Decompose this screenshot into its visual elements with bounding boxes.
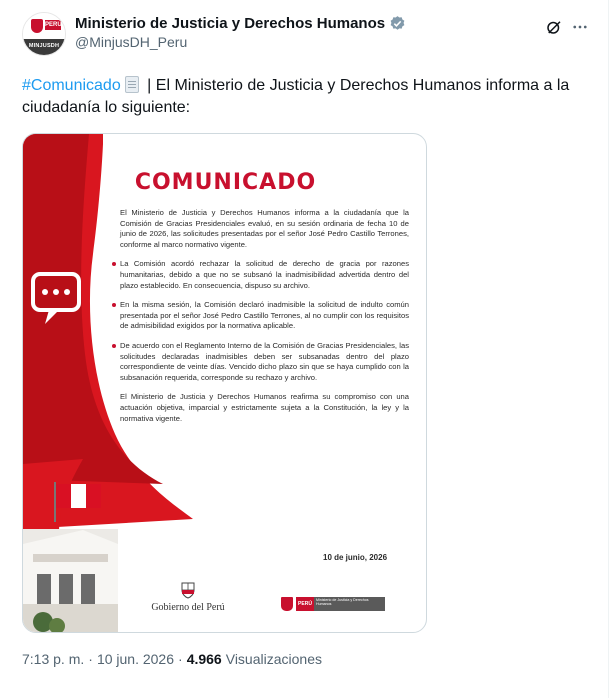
document-title: COMUNICADO	[134, 170, 317, 195]
meta-separator: ·	[88, 651, 93, 667]
peru-flag-icon	[56, 484, 101, 508]
document-date: 10 de junio, 2026	[323, 553, 388, 562]
gobierno-logo	[138, 581, 238, 613]
document-intro: El Ministerio de Justicia y Derechos Humanos informa a la ciudadanía que la Comisión de Gracias Presidenciales evaluó, en su sesión ordinaria de fecha 10 de junio de 2026, las solicitudes presentadas por el señor José Pedro Castillo Terrones, conforme al marco normativo vigente.	[120, 208, 409, 249]
more-icon[interactable]	[567, 16, 593, 38]
views-count[interactable]: 4.966	[186, 651, 222, 667]
tweet-date[interactable]: 10 jun. 2026	[96, 651, 175, 667]
grok-icon[interactable]	[543, 16, 565, 38]
ministerio-name: Ministerio de Justicia y Derechos Humanos	[314, 597, 385, 611]
tweet-text	[22, 75, 587, 119]
meta-separator: ·	[178, 651, 183, 667]
document-closing: El Ministerio de Justicia y Derechos Humanos reafirma su compromiso con una actuación objetiva, imparcial y estrictamente sujeta a la Constitución, la ley y la normativa vigente.	[120, 392, 409, 423]
tweet-time[interactable]: 7:13 p. m.	[22, 651, 85, 667]
handle[interactable]: @MinjusDH_Peru	[75, 34, 188, 50]
tweet-header	[22, 12, 593, 60]
name-row	[75, 15, 543, 32]
document-points	[120, 259, 409, 383]
avatar-peru-label: PERÚ	[45, 22, 62, 28]
list-item: La Comisión acordó rechazar la solicitud de derecho de gracia por razones humanitarias, debido a que no se subsanó la inadmisibilidad advertida dentro del plazo establecido. En consecuencia, dispuso su archivo.	[120, 259, 409, 290]
gobierno-text: Gobierno del Perú	[151, 602, 225, 613]
avatar[interactable]	[22, 12, 66, 56]
coat-of-arms-icon	[180, 581, 196, 599]
ministerio-peru-label: PERÚ	[296, 597, 314, 611]
tweet-image[interactable]	[22, 133, 427, 633]
verified-badge-icon[interactable]	[389, 15, 406, 32]
ministerio-logo	[281, 594, 385, 614]
shield-icon	[281, 597, 293, 611]
account-names	[75, 12, 543, 50]
document-emoji-icon	[125, 76, 139, 93]
shield-icon	[31, 19, 43, 33]
display-name[interactable]: Ministerio de Justicia y Derechos Humanos	[75, 15, 386, 32]
tweet-body: | El Ministerio de Justicia y Derechos Humanos informa a la ciudadanía lo siguiente:	[22, 77, 570, 116]
list-item: De acuerdo con el Reglamento Interno de la Comisión de Gracias Presidenciales, las solicitudes declaradas inadmisibles deben ser subsanadas dentro del plazo correspondiente de veinte días. Vencido dicho plazo sin que se haya cumplido con la subsanación requerida, corresponde su rechazo y archivo.	[120, 340, 409, 382]
document-body	[120, 208, 409, 433]
hashtag-link[interactable]: #Comunicado	[22, 77, 121, 94]
tweet-meta	[22, 651, 322, 667]
views-label: Visualizaciones	[225, 651, 322, 667]
avatar-label: MINJUSDH	[23, 39, 65, 55]
list-item: En la misma sesión, la Comisión declaró inadmisible la solicitud de indulto común presentada por el señor José Pedro Castillo Terrones, al no cumplir con los requisitos de admisibilidad exigidos por la normativa aplicable.	[120, 300, 409, 331]
